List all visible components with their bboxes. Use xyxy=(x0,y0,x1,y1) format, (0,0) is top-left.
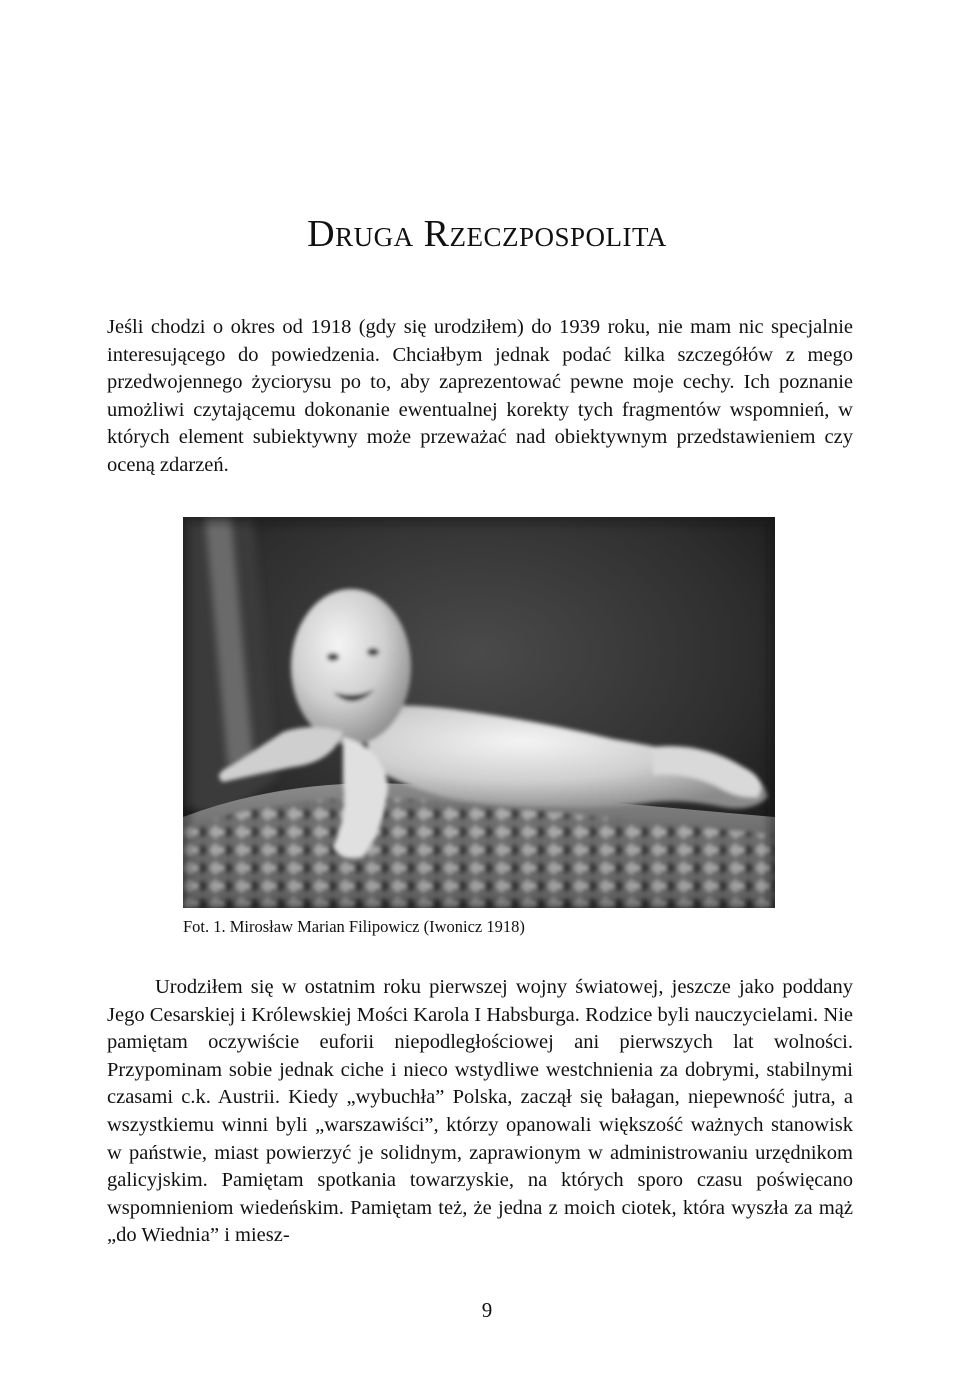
paragraph-birth: Urodziłem się w ostatnim roku pierwszej wojny światowej, jeszcze jako poddany Jego Cesarskiej i Królewskiej Mości Karola I Habsburga. Rodzice byli nauczycielami. Nie pamiętam oczywiście euforii niepodległościowej ani pierwszych lat wolności. Przypominam sobie jednak ciche i nieco wstydliwe westchnienia za dobrymi, stabilnymi czasami c.k. Austrii. Kiedy „wybuchła” Polska, zaczął się bałagan, niepewność jutra, a wszystkiemu winni byli „warszawiści”, którzy opanowali większość ważnych stanowisk w państwie, miast powierzyć je solidnym, zaprawionym w administrowaniu urzędnikom galicyjskim. Pamiętam spotkania towarzyskie, na których sporo czasu poświęcano wspomnieniom wiedeńskim. Pamiętam też, że jedna z moich ciotek, która wyszła za mąż „do Wiednia” i miesz- xyxy=(107,976,853,1247)
paragraph-intro: Jeśli chodzi o okres od 1918 (gdy się urodziłem) do 1939 roku, nie mam nic specjalnie interesującego do powiedzenia. Chciałbym jednak podać kilka szczegółów z mego przedwojennego życiorysu po to, aby zaprezentować pewne moje cechy. Ich poznanie umożliwi czytającemu dokonanie ewentualnej korekty tych fragmentów wspomnień, w których element subiektywny może przeważać nad obiektywnym przedstawieniem czy oceną zdarzeń. xyxy=(107,316,853,476)
chapter-title: Druga Rzeczpospolita xyxy=(307,213,667,255)
page-number: 9 xyxy=(481,1298,493,1322)
photo-caption: Fot. 1. Mirosław Marian Filipowicz (Iwonicz 1918) xyxy=(183,917,525,936)
baby-photograph xyxy=(183,517,775,908)
baby-photograph-image xyxy=(183,517,775,908)
